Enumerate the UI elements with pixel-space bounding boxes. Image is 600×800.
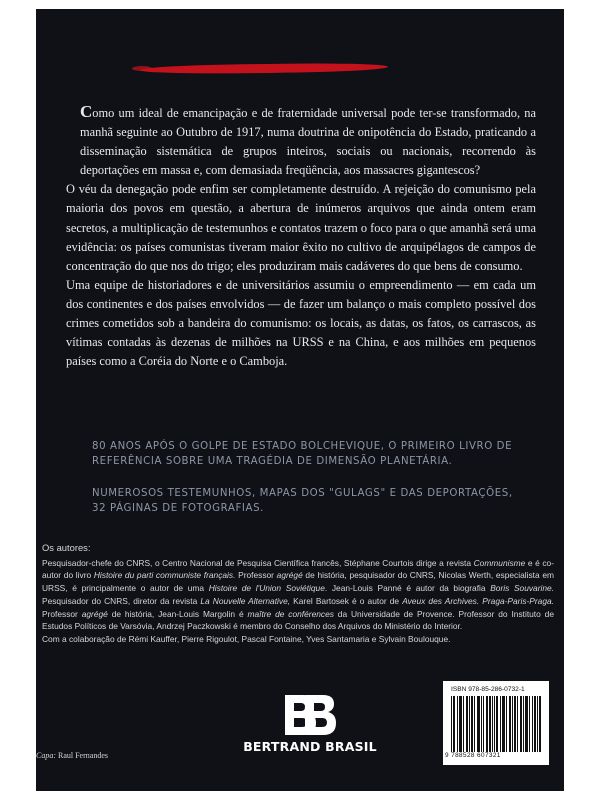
barcode-bar bbox=[454, 696, 455, 752]
barcode-bar bbox=[539, 696, 540, 752]
barcode-bar bbox=[537, 696, 538, 752]
bio-text: de história, pesquisador do CNRS, Nicolas Werth, especialista em URSS, é principalmente o autor de uma bbox=[42, 570, 554, 594]
synopsis-paragraph-1-text: omo um ideal de emancipação e de fraternidade universal pode ter-se transformado, na manhã seguinte ao Outubro de 1917, numa doutrina de onipotência do Estado, praticando a disseminação sistemática de grupos inteiros, sociais ou nacionais, recorrendo às deportações em massa e, com demasiada freqüência, aos massacres gigantescos? bbox=[80, 106, 536, 178]
barcode-bar bbox=[453, 696, 454, 752]
tagline-1: 80 ANOS APÓS O GOLPE DE ESTADO BOLCHEVIQUE, O PRIMEIRO LIVRO DE REFERÊNCIA SOBRE UMA TRAGÉDIA DE DIMENSÃO PLANETÁRIA. bbox=[92, 441, 513, 467]
barcode-digits: 9 788528 607321 bbox=[445, 752, 501, 759]
bio-text: . Jean-Louis Panné é autor da biografia bbox=[324, 583, 491, 594]
barcode-bar bbox=[472, 696, 473, 752]
barcode-bar bbox=[510, 696, 511, 752]
barcode-bar bbox=[460, 696, 461, 752]
barcode-bar bbox=[483, 696, 484, 752]
barcode-bar bbox=[459, 696, 460, 752]
bio-title: Histoire de l'Union Soviétique bbox=[208, 583, 325, 594]
synopsis-paragraph-3: Uma equipe de historiadores e de universitários assumiu o empreendimento — em cada um dos continentes e dos países envolvidos — de fazer um balanço o mais completo possível dos crimes cometidos sob a bandeira do comunismo: os locais, as datas, os fatos, os carrascos, as vítimas contadas às dezenas de milhões na URSS e na China, e aos milhões em pequenos países como a Coréia do Norte e o Camboja. bbox=[66, 277, 536, 369]
tagline-2: NUMEROSOS TESTEMUNHOS, MAPAS DOS "GULAGS" E DAS DEPORTAÇÕES, 32 PÁGINAS DE FOTOGRAFIAS. bbox=[92, 488, 513, 514]
authors-heading: Os autores: bbox=[42, 542, 91, 553]
synopsis-text bbox=[66, 102, 536, 371]
publisher-name: BERTRAND BRASIL bbox=[243, 739, 377, 754]
bio-text: e é co-autor do livro bbox=[42, 557, 554, 581]
bio-text: de história, Jean-Louis Margolin é bbox=[107, 608, 248, 619]
barcode-bar bbox=[486, 696, 487, 752]
drop-cap: C bbox=[80, 102, 93, 121]
barcode-bar bbox=[525, 696, 526, 752]
barcode-bar bbox=[496, 696, 497, 752]
red-brush-stroke bbox=[140, 63, 388, 75]
barcode-bar bbox=[467, 696, 468, 752]
bio-title: Aveux des Archives. Praga-Paris-Praga. bbox=[402, 595, 554, 606]
barcode-bar bbox=[477, 696, 478, 752]
barcode-bar bbox=[509, 696, 510, 752]
barcode-bar bbox=[474, 696, 475, 752]
collaborators-line: Com a colaboração de Rémi Kauffer, Pierre Rigoulot, Pascal Fontaine, Yves Santamaria e Sylvain Boulouque. bbox=[42, 633, 451, 644]
bio-title: Boris Souvarine. bbox=[490, 583, 555, 594]
authors-section bbox=[42, 542, 554, 646]
barcode-bar bbox=[497, 696, 498, 752]
barcode-bar bbox=[535, 696, 536, 752]
barcode-bar bbox=[527, 696, 528, 752]
bio-text: Professor bbox=[42, 608, 82, 619]
barcode-bar bbox=[534, 696, 535, 752]
barcode-bar bbox=[461, 696, 462, 752]
synopsis-paragraph-1 bbox=[66, 102, 536, 180]
barcode-bar bbox=[514, 696, 515, 752]
bio-title: Communisme bbox=[473, 557, 526, 568]
barcode-bar bbox=[502, 696, 503, 752]
barcode-bar bbox=[481, 696, 482, 752]
barcode-bar bbox=[517, 696, 518, 752]
bio-text: Karel Bartosek é o autor de bbox=[290, 595, 403, 606]
bio-text: Professor bbox=[235, 570, 277, 581]
barcode-bar bbox=[466, 696, 467, 752]
barcode-panel bbox=[443, 681, 549, 765]
barcode-bar bbox=[487, 696, 488, 752]
cover-credit bbox=[36, 751, 108, 760]
authors-bio bbox=[42, 557, 554, 633]
bb-logo-icon bbox=[283, 693, 337, 737]
barcode-bar bbox=[526, 696, 527, 752]
barcode-bar bbox=[503, 696, 504, 752]
barcode-bar bbox=[512, 696, 513, 752]
barcode-bar bbox=[506, 696, 507, 752]
barcode-bar bbox=[521, 696, 522, 752]
barcode-bar bbox=[469, 696, 470, 752]
barcode-bar bbox=[492, 696, 493, 752]
barcode-bar bbox=[489, 696, 490, 752]
barcode-bar bbox=[478, 696, 479, 752]
bio-title: agrégé bbox=[276, 570, 303, 581]
barcode-bar bbox=[457, 696, 458, 752]
bio-title: agrégé bbox=[81, 608, 108, 619]
barcode-bar bbox=[471, 696, 472, 752]
credit-label: Capa: bbox=[36, 751, 56, 760]
barcode-bar bbox=[520, 696, 521, 752]
barcode-bar bbox=[479, 696, 480, 752]
isbn-text: ISBN 978-85-286-0732-1 bbox=[451, 686, 525, 693]
barcode-bar bbox=[500, 696, 501, 752]
barcode-bar bbox=[532, 696, 533, 752]
bio-title: maître de conférences bbox=[247, 608, 334, 619]
synopsis-paragraph-2: O véu da denegação pode enfim ser completamente destruído. A rejeição do comunismo pela maioria dos povos em questão, a abertura de inúmeros arquivos que ainda ontem eram secretos, a multiplicação de testemunhos e contatos trazem o foco para o que amanhã será uma evidência: os países comunistas tiveram maior êxito no cultivo de arquipélagos de campos de concentração do que nos do trigo; eles produziram mais cadáveres do que bens de consumo. bbox=[66, 182, 536, 273]
barcode-bar bbox=[523, 696, 524, 752]
barcode-bar bbox=[494, 696, 495, 752]
barcode-bar bbox=[504, 696, 505, 752]
bio-title: Histoire du parti communiste français. bbox=[93, 570, 236, 581]
book-back-cover bbox=[36, 9, 564, 791]
barcode-bar bbox=[515, 696, 516, 752]
credit-name: Raul Fernandes bbox=[58, 751, 108, 760]
bio-title: La Nouvelle Alternative, bbox=[200, 595, 291, 606]
barcode-bar bbox=[490, 696, 491, 752]
bio-text: da Universidade de Provence. Professor do Instituto de Estudos Políticos de Varsóvia, Andrzej Paczkowski é membro do Conselho dos Arquivos do Ministério do Interior. bbox=[42, 608, 554, 632]
barcode-bar bbox=[540, 696, 541, 752]
publisher-logo bbox=[230, 693, 390, 763]
barcode-icon bbox=[451, 696, 543, 752]
bio-text: Pesquisador do CNRS, diretor da revista bbox=[42, 595, 201, 606]
bio-text: Pesquisador-chefe do CNRS, o Centro Nacional de Pesquisa Científica francês, Stéphane Courtois dirige a revista bbox=[42, 557, 474, 568]
barcode-bar bbox=[463, 696, 464, 752]
barcode-bar bbox=[529, 696, 530, 752]
barcode-bar bbox=[451, 696, 452, 752]
